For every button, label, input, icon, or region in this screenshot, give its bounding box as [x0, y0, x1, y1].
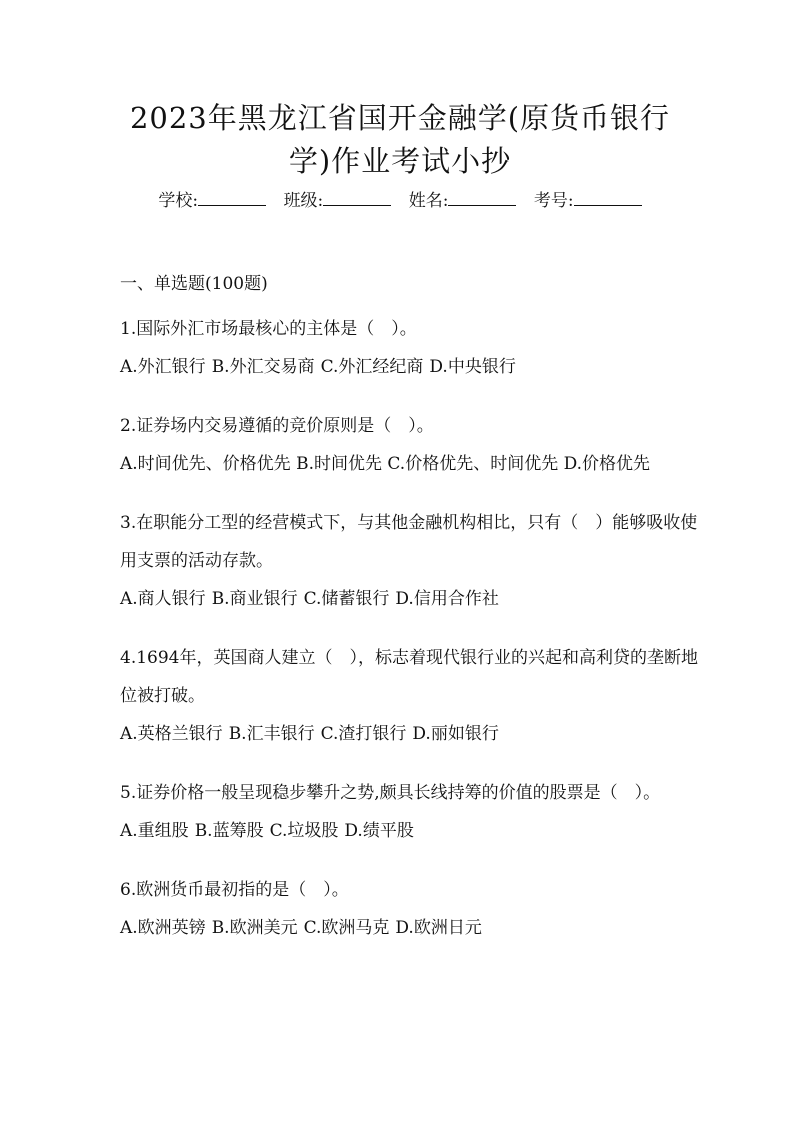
question-text: 1.国际外汇市场最核心的主体是（ ）。: [120, 319, 417, 339]
option-b: B.蓝筹股: [194, 821, 264, 841]
option-b: B.汇丰银行: [228, 724, 315, 744]
class-field: [284, 189, 392, 213]
option-c: C.垃圾股: [269, 821, 339, 841]
option-a: A.外汇银行: [120, 357, 206, 377]
question-2: [120, 407, 700, 483]
question-options: [120, 580, 700, 618]
exam-number-label: 考号:: [533, 191, 574, 211]
question-6: [120, 871, 700, 947]
question-options: A.时间优先、价格优先 B.时间优先 C.价格优先、时间优先 D.价格优先: [120, 454, 651, 474]
name-label: 姓名:: [408, 191, 449, 211]
option-c: C.欧洲马克: [303, 918, 390, 938]
question-options: [120, 348, 700, 386]
option-d: D.丽如银行: [412, 724, 499, 744]
class-label: 班级:: [283, 191, 324, 211]
question-text: 6.欧洲货币最初指的是（ ）。: [120, 880, 349, 900]
question-options: [120, 812, 700, 850]
class-blank: [323, 190, 391, 206]
question-text: 5.证券价格一般呈现稳步攀升之势,颇具长线持筹的价值的股票是（ ）。: [120, 783, 661, 803]
option-a: A.重组股: [120, 821, 189, 841]
document-title-line-1: 2023年黑龙江省国开金融学(原货币银行: [129, 101, 671, 135]
option-c: C.储蓄银行: [303, 589, 390, 609]
option-d: D.绩平股: [344, 821, 414, 841]
question-text: 2.证券场内交易遵循的竞价原则是（ ）。: [120, 416, 434, 436]
question-options: [120, 715, 700, 753]
section-heading: 一、单选题(100题): [120, 274, 268, 294]
question-1: [120, 310, 700, 386]
option-b: B.商业银行: [211, 589, 298, 609]
exam-number-blank: [574, 190, 642, 206]
question-3: [120, 504, 700, 618]
option-d: D.信用合作社: [395, 589, 499, 609]
option-c: C.外汇经纪商: [320, 357, 424, 377]
option-a: A.商人银行: [120, 589, 206, 609]
school-field: [158, 189, 266, 213]
document-title-line-2: 学)作业考试小抄: [288, 144, 512, 178]
question-5: [120, 774, 700, 850]
name-blank: [448, 190, 516, 206]
question-text: 3.在职能分工型的经营模式下，与其他金融机构相比，只有（ ）能够吸收使用支票的活动存款。: [120, 513, 698, 571]
question-text: 4.1694年，英国商人建立（ ），标志着现代银行业的兴起和高利贷的垄断地位被打破。: [120, 648, 698, 706]
option-d: D.中央银行: [429, 357, 516, 377]
student-info-row: [0, 189, 800, 213]
question-4: [120, 639, 700, 753]
school-blank: [198, 190, 266, 206]
option-a: A.欧洲英镑: [120, 918, 206, 938]
option-b: B.欧洲美元: [211, 918, 298, 938]
question-options: [120, 909, 700, 947]
option-d: D.欧洲日元: [395, 918, 482, 938]
name-field: [409, 189, 517, 213]
option-c: C.渣打银行: [320, 724, 407, 744]
exam-number-field: [534, 189, 642, 213]
school-label: 学校:: [158, 191, 199, 211]
option-b: B.外汇交易商: [211, 357, 315, 377]
exam-content: [120, 270, 700, 968]
option-a: A.英格兰银行: [120, 724, 223, 744]
